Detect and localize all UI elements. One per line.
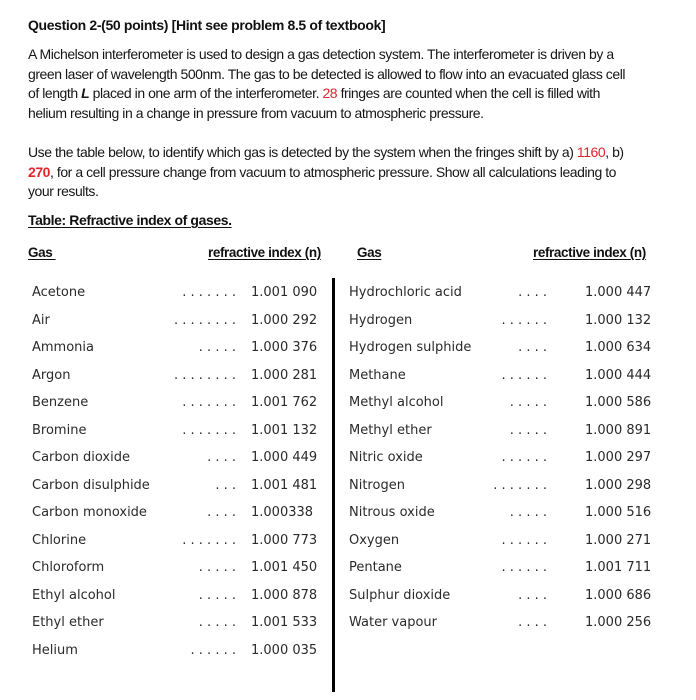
refractive-index-value: 1.000 878 <box>251 587 318 603</box>
refractive-index-value: 1.000 447 <box>585 285 652 300</box>
refractive-index-value: 1.000 292 <box>251 312 318 328</box>
table-row <box>349 339 659 367</box>
paragraph-line: your results. <box>28 183 99 200</box>
table-row <box>32 367 322 395</box>
refractive-index-value: 1.000 686 <box>585 587 652 603</box>
leader-dots: . . . . . . . . <box>174 312 236 328</box>
leader-dots: . . . . . . <box>501 312 547 328</box>
table-row <box>349 367 659 395</box>
refractive-index-value: 1.000 444 <box>585 367 652 383</box>
table-row <box>32 284 322 312</box>
refractive-index-value: 1.001 711 <box>585 560 652 575</box>
gas-table-left <box>32 284 322 669</box>
table-row <box>32 422 322 450</box>
table-row <box>349 422 659 450</box>
table-caption: Table: Refractive index of gases. <box>28 212 232 228</box>
refractive-index-value: 1.000 297 <box>585 450 652 465</box>
table-row <box>349 614 659 642</box>
fringe-count-highlight: 28 <box>322 85 338 102</box>
gas-name: Methane <box>349 367 406 383</box>
paragraph-line: A Michelson interferometer is used to design a gas detection system. The interferometer is driven by a <box>28 46 614 62</box>
table-row <box>349 532 659 560</box>
gas-name: Ethyl ether <box>32 615 104 630</box>
refractive-index-value: 1.001 450 <box>251 560 318 575</box>
paragraph-line: helium resulting in a change in pressure from vacuum to atmospheric pressure. <box>28 105 484 122</box>
leader-dots: . . . . <box>518 285 547 300</box>
gas-name: Chloroform <box>32 560 105 575</box>
refractive-index-value: 1.001 762 <box>251 395 318 410</box>
text-segment: , b) <box>605 144 624 160</box>
refractive-index-value: 1.000 634 <box>585 340 652 355</box>
paragraph-line <box>28 163 668 183</box>
shift-b-highlight: 270 <box>28 163 51 180</box>
gas-name: Methyl ether <box>349 422 432 438</box>
leader-dots: . . . . . <box>198 560 236 575</box>
text-segment: placed in one arm of the interferometer. <box>89 85 323 102</box>
gas-name: Ethyl alcohol <box>32 587 116 603</box>
text-segment: , for a cell pressure change from vacuum to atmospheric pressure. Show all calculations leading to <box>50 163 616 180</box>
table-row <box>32 614 322 642</box>
table-row <box>32 587 322 615</box>
leader-dots: . . . . . . <box>501 560 547 575</box>
refractive-index-value: 1.000 256 <box>585 615 652 630</box>
refractive-index-value: 1.000 516 <box>585 505 652 520</box>
leader-dots: . . . . . . . . <box>174 367 236 383</box>
problem-paragraph <box>28 45 668 124</box>
refractive-index-value: 1.000 586 <box>585 395 652 410</box>
leader-dots: . . . . . . . <box>182 395 236 410</box>
gas-name: Water vapour <box>349 615 438 630</box>
text-segment: fringes are counted when the cell is filled with <box>337 85 600 102</box>
gas-name: Nitric oxide <box>349 450 423 465</box>
refractive-index-value: 1.000 891 <box>585 422 652 438</box>
paragraph-line <box>28 143 668 163</box>
gas-name: Nitrous oxide <box>349 505 435 520</box>
gas-name: Pentane <box>349 560 402 575</box>
leader-dots: . . . . . <box>509 395 547 410</box>
refractive-index-value: 1.000 449 <box>251 450 318 465</box>
leader-dots: . . . . . . . <box>493 477 547 493</box>
column-divider <box>332 278 335 692</box>
gas-name: Hydrochloric acid <box>349 285 462 300</box>
refractive-index-value: 1.000 376 <box>251 340 318 355</box>
gas-name: Argon <box>32 367 71 383</box>
table-row <box>32 532 322 560</box>
gas-name: Benzene <box>32 395 89 410</box>
refractive-index-value: 1.000 271 <box>585 532 652 548</box>
refractive-index-value: 1.000 035 <box>251 642 318 658</box>
question-title: Question 2-(50 points) [Hint see problem 8.5 of textbook] <box>28 17 386 33</box>
refractive-index-value: 1.000 773 <box>251 532 318 548</box>
header-index-left: refractive index (n) <box>208 245 321 260</box>
leader-dots: . . . . <box>207 505 236 520</box>
shift-a-highlight: 1160 <box>576 144 606 160</box>
table-row <box>32 339 322 367</box>
table-row <box>32 559 322 587</box>
leader-dots: . . . . . <box>509 422 547 438</box>
leader-dots: . . . . . <box>509 505 547 520</box>
leader-dots: . . . . . <box>198 587 236 603</box>
gas-table-right <box>349 284 659 642</box>
gas-name: Chlorine <box>32 532 87 548</box>
leader-dots: . . . . <box>518 587 547 603</box>
gas-name: Air <box>32 312 50 328</box>
refractive-index-value: 1.001 533 <box>251 615 318 630</box>
leader-dots: . . . . . . <box>190 642 236 658</box>
leader-dots: . . . . . . <box>501 532 547 548</box>
table-row <box>32 477 322 505</box>
table-row <box>349 477 659 505</box>
gas-name: Carbon monoxide <box>32 505 147 520</box>
gas-name: Oxygen <box>349 532 400 548</box>
leader-dots: . . . . . . . <box>182 422 236 438</box>
table-row <box>349 504 659 532</box>
gas-name: Carbon dioxide <box>32 450 130 465</box>
gas-name: Hydrogen sulphide <box>349 340 472 355</box>
length-variable: L <box>81 85 90 102</box>
text-segment: of length <box>28 85 82 102</box>
refractive-index-value: 1.000 298 <box>585 477 652 493</box>
paragraph-line <box>28 84 668 104</box>
gas-name: Nitrogen <box>349 477 405 493</box>
leader-dots: . . . . <box>207 450 236 465</box>
header-gas-left: Gas <box>28 245 56 260</box>
refractive-index-value: 1.000338 <box>251 505 314 520</box>
paragraph-line: green laser of wavelength 500nm. The gas to be detected is allowed to flow into an evacuated glass cell <box>28 65 626 82</box>
instruction-paragraph <box>28 143 668 202</box>
leader-dots: . . . . . . <box>501 367 547 383</box>
table-row <box>349 394 659 422</box>
header-index-right: refractive index (n) <box>533 245 646 260</box>
table-row <box>349 284 659 312</box>
leader-dots: . . . . <box>518 615 547 630</box>
refractive-index-value: 1.001 132 <box>251 422 318 438</box>
table-row <box>349 587 659 615</box>
table-row <box>32 312 322 340</box>
refractive-index-value: 1.001 090 <box>251 285 318 300</box>
refractive-index-value: 1.001 481 <box>251 477 318 493</box>
table-row <box>32 504 322 532</box>
gas-name: Bromine <box>32 422 87 438</box>
leader-dots: . . . . . <box>198 615 236 630</box>
gas-name: Carbon disulphide <box>32 477 150 493</box>
gas-name: Acetone <box>32 285 86 300</box>
leader-dots: . . . . . <box>198 340 236 355</box>
refractive-index-value: 1.000 132 <box>585 312 652 328</box>
leader-dots: . . . . . . <box>501 450 547 465</box>
table-row <box>32 394 322 422</box>
table-row <box>32 642 322 670</box>
gas-name: Helium <box>32 642 78 658</box>
gas-name: Sulphur dioxide <box>349 587 451 603</box>
header-gas-right: Gas <box>357 245 382 260</box>
leader-dots: . . . . <box>518 340 547 355</box>
leader-dots: . . . <box>215 477 236 493</box>
gas-name: Hydrogen <box>349 312 413 328</box>
table-row <box>349 559 659 587</box>
leader-dots: . . . . . . . <box>182 285 236 300</box>
leader-dots: . . . . . . . <box>182 532 236 548</box>
gas-name: Ammonia <box>32 340 94 355</box>
text-segment: Use the table below, to identify which gas is detected by the system when the fringes shift by a) <box>28 144 577 160</box>
table-row <box>32 449 322 477</box>
gas-name: Methyl alcohol <box>349 395 444 410</box>
table-row <box>349 312 659 340</box>
table-row <box>349 449 659 477</box>
refractive-index-value: 1.000 281 <box>251 367 318 383</box>
